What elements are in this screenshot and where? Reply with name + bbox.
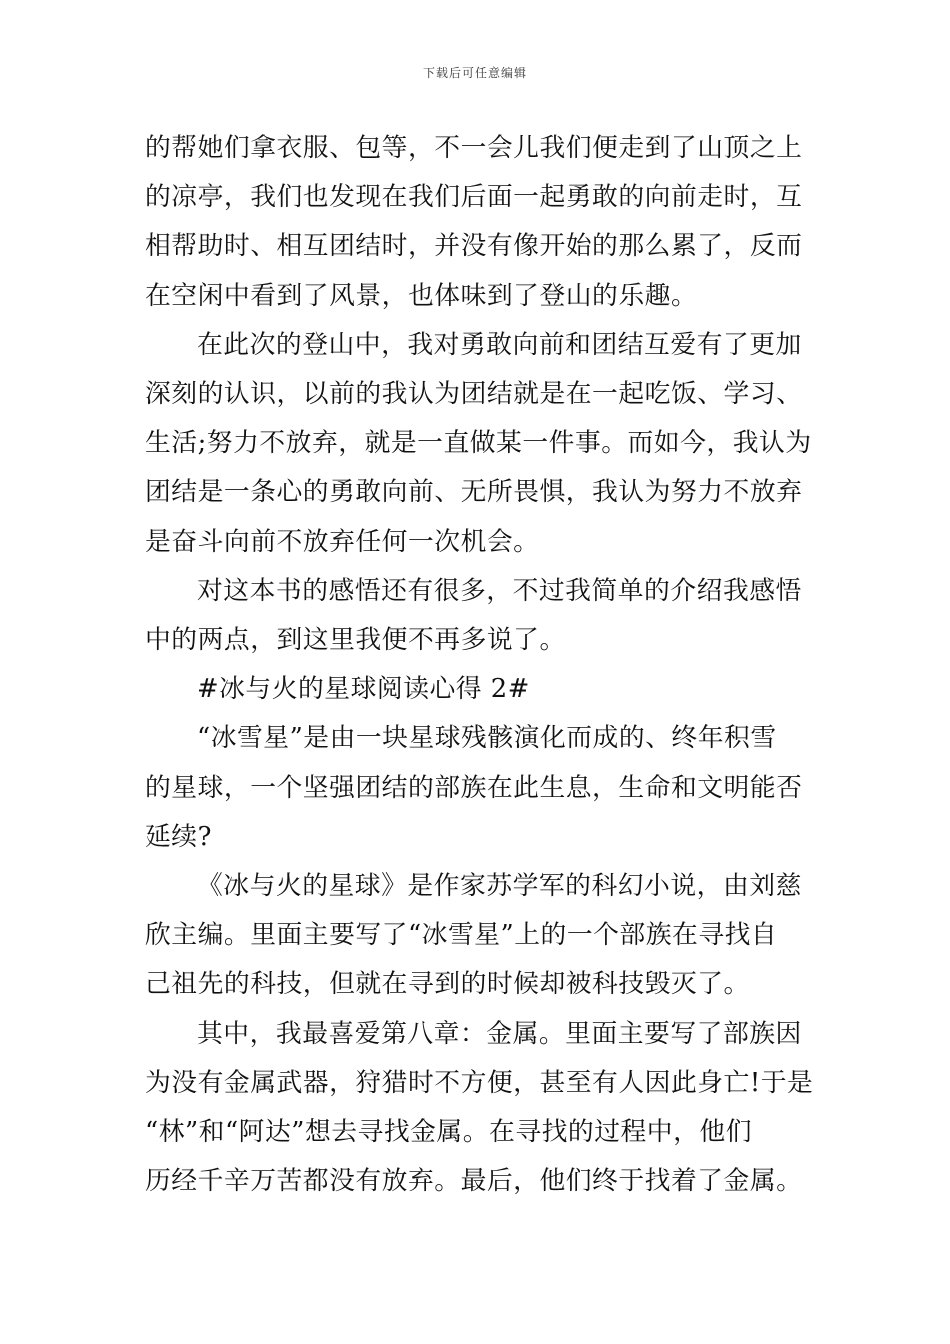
text-line: 己祖先的科技，但就在寻到的时候却被科技毁灭了。 <box>145 969 750 1000</box>
paragraph-start-line: “冰雪星”是由一块星球残骸演化而成的、终年积雪 <box>197 723 777 754</box>
text-line: 在空闲中看到了风景，也体味到了登山的乐趣。 <box>145 280 698 311</box>
text-line: 延续? <box>145 821 212 852</box>
text-line: 团结是一条心的勇敢向前、无所畏惧，我认为努力不放弃 <box>145 477 803 508</box>
text-line: 的凉亭，我们也发现在我们后面一起勇敢的向前走时，互 <box>145 182 803 213</box>
paragraph-start-line: 对这本书的感悟还有很多，不过我简单的介绍我感悟 <box>197 575 802 606</box>
text-line: “林”和“阿达”想去寻找金属。在寻找的过程中，他们 <box>145 1117 752 1148</box>
text-line: 欣主编。里面主要写了“冰雪星”上的一个部族在寻找自 <box>145 920 778 951</box>
text-line: 历经千辛万苦都没有放弃。最后，他们终于找着了金属。 <box>145 1166 803 1197</box>
paragraph-start-line: 《冰与火的星球》是作家苏学军的科幻小说，由刘慈 <box>197 871 802 902</box>
paragraph-start-line: 其中，我最喜爱第八章：金属。里面主要写了部族因 <box>197 1018 802 1049</box>
text-line: 深刻的认识，以前的我认为团结就是在一起吃饭、学习、 <box>145 379 803 410</box>
text-line: 相帮助时、相互团结时，并没有像开始的那么累了，反而 <box>145 231 803 262</box>
text-line: 的星球，一个坚强团结的部族在此生息，生命和文明能否 <box>145 772 803 803</box>
text-line: 中的两点，到这里我便不再多说了。 <box>145 625 566 656</box>
section-heading: #冰与火的星球阅读心得 2# <box>197 674 530 705</box>
text-line: 的帮她们拿衣服、包等，不一会儿我们便走到了山顶之上 <box>145 133 803 163</box>
text-line: 为没有金属武器，狩猎时不方便，甚至有人因此身亡!于是 <box>145 1067 814 1098</box>
paragraph-start-line: 在此次的登山中，我对勇敢向前和团结互爱有了更加 <box>197 329 802 360</box>
document-body <box>145 124 814 1206</box>
text-line: 生活;努力不放弃，就是一直做某一件事。而如今，我认为 <box>145 428 812 459</box>
page-header: 下载后可任意编辑 <box>422 66 527 80</box>
text-line: 是奋斗向前不放弃任何一次机会。 <box>145 526 540 557</box>
